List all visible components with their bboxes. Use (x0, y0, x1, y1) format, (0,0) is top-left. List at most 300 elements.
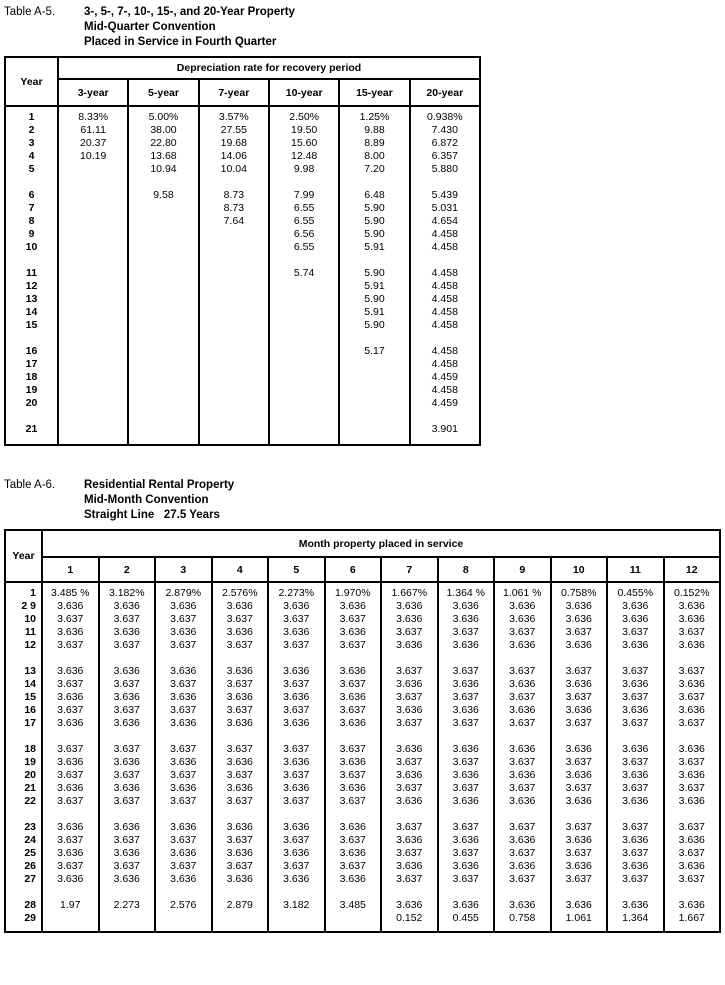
value-line: 3.637 (283, 639, 310, 651)
value-line: 3.636 (622, 769, 649, 781)
value-line: 3.636 (622, 795, 649, 807)
value-line (270, 280, 338, 293)
value-line (59, 384, 127, 397)
value-line: 3.637 (170, 860, 197, 872)
value-line: 3.637 (283, 704, 310, 716)
value-line (43, 886, 98, 899)
year-cell-line: 15 (24, 691, 36, 703)
value-line: 3.637 (565, 873, 592, 885)
value-line: 3.636 (283, 821, 310, 833)
value-line (439, 886, 494, 899)
value-line: 3.637 (396, 782, 423, 794)
value-line: 3.636 (396, 678, 423, 690)
year-cell-line: 18 (25, 371, 38, 383)
table-a6 (4, 529, 725, 933)
value-line: 3.637 (622, 717, 649, 729)
value-line: 3.637 (113, 613, 140, 625)
value-line: 3.636 (565, 600, 592, 612)
value-line: 7.99 (293, 189, 315, 201)
value-line: 5.90 (364, 267, 385, 279)
value-line: 6.872 (431, 137, 458, 149)
value-line: 5.74 (293, 267, 315, 279)
col-header: 8 (438, 557, 495, 582)
table-a6-title-line-3: Straight Line 27.5 Years (84, 509, 220, 521)
value-line: 3.636 (678, 704, 705, 716)
value-line: 3.636 (509, 899, 536, 911)
value-line: 3.637 (283, 795, 310, 807)
value-line: 3.636 (339, 821, 366, 833)
value-line (43, 912, 98, 925)
value-line: 3.636 (57, 847, 84, 859)
value-line (382, 652, 437, 665)
value-line: 9.98 (293, 163, 315, 175)
value-line: 3.636 (678, 769, 705, 781)
value-line (200, 306, 268, 319)
value-line: 15.60 (291, 137, 318, 149)
value-line: 3.636 (622, 860, 649, 872)
value-line: 3.637 (396, 717, 423, 729)
value-line (200, 332, 268, 345)
value-line: 3.636 (339, 600, 366, 612)
year-cell-line: 13 (24, 665, 36, 677)
value-line (59, 241, 127, 254)
value-line: 8.73 (223, 189, 245, 201)
value-line (495, 652, 550, 665)
value-line: 4.458 (431, 241, 458, 253)
year-cell-line: 13 (25, 293, 38, 305)
value-line (59, 306, 127, 319)
col-header: 11 (607, 557, 664, 582)
value-line (59, 254, 127, 267)
value-line: 3.637 (339, 704, 366, 716)
value-line: 1.364 (622, 912, 649, 924)
value-line: 3.636 (283, 782, 310, 794)
value-line: 3.637 (57, 834, 84, 846)
value-line (129, 345, 197, 358)
value-line: 3.636 (226, 821, 253, 833)
value-line: 3.636 (170, 626, 197, 638)
value-line (129, 280, 197, 293)
value-line: 4.458 (431, 306, 458, 318)
year-cell-line: 14 (25, 306, 38, 318)
value-line: 3.636 (57, 717, 84, 729)
value-line: 3.57% (218, 111, 249, 123)
value-line: 6.55 (293, 202, 315, 214)
value-line: 3.636 (509, 860, 536, 872)
value-line: 3.636 (678, 860, 705, 872)
value-line (213, 730, 268, 743)
value-line: 0.152 (396, 912, 423, 924)
year-cell-line: 12 (25, 280, 38, 292)
col-header: 10-year (269, 79, 339, 106)
value-line: 3.636 (57, 600, 84, 612)
value-line: 3.636 (113, 600, 140, 612)
value-line (59, 371, 127, 384)
value-line: 3.636 (678, 639, 705, 651)
value-line: 3.636 (622, 743, 649, 755)
table-a5-label: Table A-5. (4, 6, 56, 18)
value-line: 3.636 (57, 873, 84, 885)
value-line: 3.636 (396, 795, 423, 807)
value-line: 3.636 (452, 704, 479, 716)
value-line: 3.637 (509, 821, 536, 833)
value-line (129, 241, 197, 254)
value-line: 20.37 (80, 137, 107, 149)
year-cell-line: 21 (25, 423, 38, 435)
table-a5-title (84, 5, 295, 50)
value-line: 3.637 (565, 847, 592, 859)
value-line: 3.636 (622, 834, 649, 846)
value-line (608, 808, 663, 821)
value-line (100, 912, 155, 925)
year-cell-line: 7 (28, 202, 35, 214)
value-line: 3.637 (283, 743, 310, 755)
value-line: 3.637 (622, 873, 649, 885)
value-line (270, 410, 338, 423)
value-line (270, 345, 338, 358)
value-line (411, 254, 479, 267)
value-line (269, 808, 324, 821)
value-line (326, 808, 381, 821)
value-line (340, 254, 408, 267)
value-line (411, 410, 479, 423)
value-line (200, 410, 268, 423)
value-line (200, 176, 268, 189)
table-a6-label: Table A-6. (4, 479, 56, 491)
value-line: 5.031 (431, 202, 458, 214)
value-line (129, 423, 197, 436)
data-column (99, 582, 156, 932)
value-line: 3.636 (113, 873, 140, 885)
value-line: 1.97 (60, 899, 81, 911)
value-line (495, 886, 550, 899)
value-line: 4.458 (431, 293, 458, 305)
value-line: 3.636 (622, 704, 649, 716)
value-line: 3.636 (339, 691, 366, 703)
value-line: 3.636 (678, 678, 705, 690)
value-line: 0.938% (427, 111, 463, 123)
value-line: 3.637 (678, 821, 705, 833)
col-header: 9 (494, 557, 551, 582)
value-line: 5.17 (364, 345, 385, 357)
value-line: 3.636 (339, 847, 366, 859)
value-line (129, 397, 197, 410)
value-line: 3.636 (565, 834, 592, 846)
col-header: 20-year (410, 79, 480, 106)
year-cell-line: 26 (24, 860, 36, 872)
data-column (339, 106, 409, 445)
table-a5-title-line-1: 3-, 5-, 7-, 10-, 15-, and 20-Year Property (84, 6, 295, 18)
value-line: 6.56 (293, 228, 315, 240)
year-cell-line: 16 (24, 704, 36, 716)
value-line (340, 397, 408, 410)
value-line: 3.636 (622, 678, 649, 690)
value-line: 3.636 (396, 860, 423, 872)
value-line: 3.637 (622, 756, 649, 768)
value-line: 4.458 (431, 267, 458, 279)
value-line (200, 397, 268, 410)
value-line (270, 332, 338, 345)
value-line: 3.636 (339, 665, 366, 677)
value-line (59, 345, 127, 358)
value-line: 3.636 (565, 860, 592, 872)
value-line: 3.636 (452, 743, 479, 755)
value-line: 3.636 (678, 613, 705, 625)
value-line: 2.576 (170, 899, 197, 911)
data-column (607, 582, 664, 932)
value-line: 3.636 (283, 600, 310, 612)
value-line: 6.55 (293, 241, 315, 253)
value-line: 3.636 (113, 847, 140, 859)
value-line: 3.636 (452, 860, 479, 872)
value-line (340, 410, 408, 423)
table-a6-block (4, 478, 725, 933)
value-line (340, 423, 408, 436)
value-line: 5.90 (364, 319, 385, 331)
value-line: 3.637 (509, 847, 536, 859)
value-line: 3.636 (678, 743, 705, 755)
year-cell-line: 4 (28, 150, 35, 162)
col-header: 12 (664, 557, 721, 582)
value-line: 3.637 (57, 769, 84, 781)
value-line: 3.637 (339, 795, 366, 807)
value-line: 3.637 (113, 795, 140, 807)
value-line (270, 293, 338, 306)
value-line: 3.637 (452, 873, 479, 885)
value-line: 3.637 (396, 821, 423, 833)
value-line: 8.00 (364, 150, 385, 162)
data-column (58, 106, 128, 445)
value-line: 5.90 (364, 215, 385, 227)
value-line: 3.637 (339, 769, 366, 781)
value-line: 3.637 (170, 795, 197, 807)
value-line: 3.637 (170, 834, 197, 846)
value-line: 3.637 (57, 678, 84, 690)
value-line (269, 730, 324, 743)
value-line: 3.637 (226, 743, 253, 755)
value-line (665, 730, 720, 743)
col-header: 7-year (199, 79, 269, 106)
col-header: 4 (212, 557, 269, 582)
data-column (664, 582, 721, 932)
value-line: 3.636 (678, 834, 705, 846)
year-cell-line (6, 886, 41, 899)
value-line: 5.00% (148, 111, 179, 123)
year-cell-line: 6 (28, 189, 35, 201)
value-line: 5.90 (364, 293, 385, 305)
year-cell-line: 23 (24, 821, 36, 833)
value-line: 10.94 (150, 163, 177, 175)
value-line: 5.91 (364, 241, 385, 253)
value-line: 3.636 (678, 795, 705, 807)
value-line: 3.637 (113, 639, 140, 651)
value-line (326, 912, 381, 925)
value-line: 3.637 (452, 782, 479, 794)
value-line (59, 319, 127, 332)
value-line: 3.637 (396, 873, 423, 885)
value-line (59, 202, 127, 215)
value-line: 3.636 (565, 613, 592, 625)
value-line: 3.637 (509, 626, 536, 638)
value-line: 3.636 (339, 717, 366, 729)
value-line (270, 319, 338, 332)
value-line: 3.636 (509, 795, 536, 807)
value-line: 3.637 (57, 613, 84, 625)
value-line (382, 886, 437, 899)
value-line (495, 730, 550, 743)
value-line: 3.637 (226, 704, 253, 716)
value-line (552, 886, 607, 899)
value-line (200, 371, 268, 384)
value-line: 3.636 (113, 626, 140, 638)
value-line: 3.637 (622, 782, 649, 794)
value-line: 2.879% (165, 587, 202, 599)
value-line: 3.636 (452, 678, 479, 690)
value-line: 3.636 (226, 717, 253, 729)
value-line: 3.637 (170, 704, 197, 716)
value-line: 3.637 (565, 782, 592, 794)
col-header: 3-year (58, 79, 128, 106)
data-column (381, 582, 438, 932)
value-line (129, 267, 197, 280)
table-a5-caption (4, 5, 725, 50)
value-line: 3.637 (678, 691, 705, 703)
value-line: 6.48 (364, 189, 385, 201)
value-line: 1.061 (565, 912, 592, 924)
value-line: 3.636 (396, 834, 423, 846)
value-line (200, 358, 268, 371)
value-line: 3.637 (283, 613, 310, 625)
value-line: 3.637 (283, 678, 310, 690)
value-line: 3.636 (226, 665, 253, 677)
table-a5-title-line-3: Placed in Service in Fourth Quarter (84, 36, 277, 48)
year-cell-line: 24 (24, 834, 36, 846)
value-line: 3.637 (113, 834, 140, 846)
value-line (608, 730, 663, 743)
value-line: 3.637 (565, 626, 592, 638)
value-line: 3.636 (170, 717, 197, 729)
value-line: 3.637 (226, 613, 253, 625)
value-line: 5.90 (364, 202, 385, 214)
col-header: 1 (42, 557, 99, 582)
value-line: 4.458 (431, 228, 458, 240)
value-line (129, 371, 197, 384)
value-line: 3.636 (565, 704, 592, 716)
value-line (59, 228, 127, 241)
value-line: 3.637 (452, 665, 479, 677)
year-cell-line: 9 (28, 228, 35, 240)
value-line: 10.04 (220, 163, 247, 175)
value-line: 0.758% (560, 587, 597, 599)
value-line: 3.637 (509, 756, 536, 768)
data-column (42, 582, 99, 932)
value-line: 3.637 (339, 860, 366, 872)
value-line: 13.68 (150, 150, 177, 162)
year-cell-line: 1 (28, 111, 35, 123)
value-line (156, 730, 211, 743)
value-line: 3.636 (509, 743, 536, 755)
value-line: 3.637 (57, 743, 84, 755)
value-line (270, 384, 338, 397)
year-cell-line: 2 (28, 124, 35, 136)
year-cell-line: 10 (24, 613, 36, 625)
value-line: 4.458 (431, 319, 458, 331)
data-column (494, 582, 551, 932)
value-line: 12.48 (291, 150, 318, 162)
value-line: 3.901 (431, 423, 458, 435)
value-line: 3.637 (678, 873, 705, 885)
value-line: 3.636 (170, 847, 197, 859)
value-line (200, 319, 268, 332)
value-line (665, 808, 720, 821)
value-line (43, 652, 98, 665)
value-line: 8.73 (223, 202, 245, 214)
value-line (129, 332, 197, 345)
value-line: 3.636 (339, 756, 366, 768)
value-line (552, 652, 607, 665)
value-line: 3.636 (170, 756, 197, 768)
value-line (326, 652, 381, 665)
value-line (100, 886, 155, 899)
col-header: 5-year (128, 79, 198, 106)
value-line: 3.637 (57, 795, 84, 807)
year-cell-line: 11 (24, 626, 36, 638)
value-line (156, 808, 211, 821)
value-line: 3.636 (622, 639, 649, 651)
value-line: 3.636 (396, 704, 423, 716)
value-line: 3.636 (339, 782, 366, 794)
year-cell-line (6, 730, 41, 743)
year-cell-line: 15 (25, 319, 38, 331)
value-line: 0.152% (673, 587, 710, 599)
value-line: 7.20 (364, 163, 385, 175)
value-line: 3.637 (170, 678, 197, 690)
value-line (59, 176, 127, 189)
value-line: 3.636 (226, 782, 253, 794)
value-line: 3.637 (339, 639, 366, 651)
value-line: 3.182 (283, 899, 310, 911)
year-column (5, 582, 42, 932)
value-line: 3.637 (113, 743, 140, 755)
value-line: 3.637 (678, 756, 705, 768)
year-cell-line: 16 (25, 345, 38, 357)
value-line: 3.637 (226, 834, 253, 846)
value-line: 3.637 (452, 691, 479, 703)
value-line (382, 808, 437, 821)
value-line (59, 293, 127, 306)
value-line: 3.636 (113, 717, 140, 729)
value-line (439, 730, 494, 743)
value-line: 4.459 (431, 397, 458, 409)
value-line: 3.637 (57, 860, 84, 872)
value-line (326, 730, 381, 743)
value-line: 3.637 (509, 717, 536, 729)
value-line: 1.364 % (446, 587, 486, 599)
col-header: 7 (381, 557, 438, 582)
year-cell-line: 17 (25, 358, 38, 370)
value-line: 3.637 (170, 613, 197, 625)
data-column (199, 106, 269, 445)
col-header: 5 (268, 557, 325, 582)
value-line: 3.485 (339, 899, 366, 911)
value-line (608, 886, 663, 899)
value-line (59, 410, 127, 423)
value-line: 1.667 (678, 912, 705, 924)
value-line (608, 652, 663, 665)
value-line: 3.636 (226, 847, 253, 859)
value-line: 3.636 (226, 873, 253, 885)
value-line: 7.64 (223, 215, 245, 227)
